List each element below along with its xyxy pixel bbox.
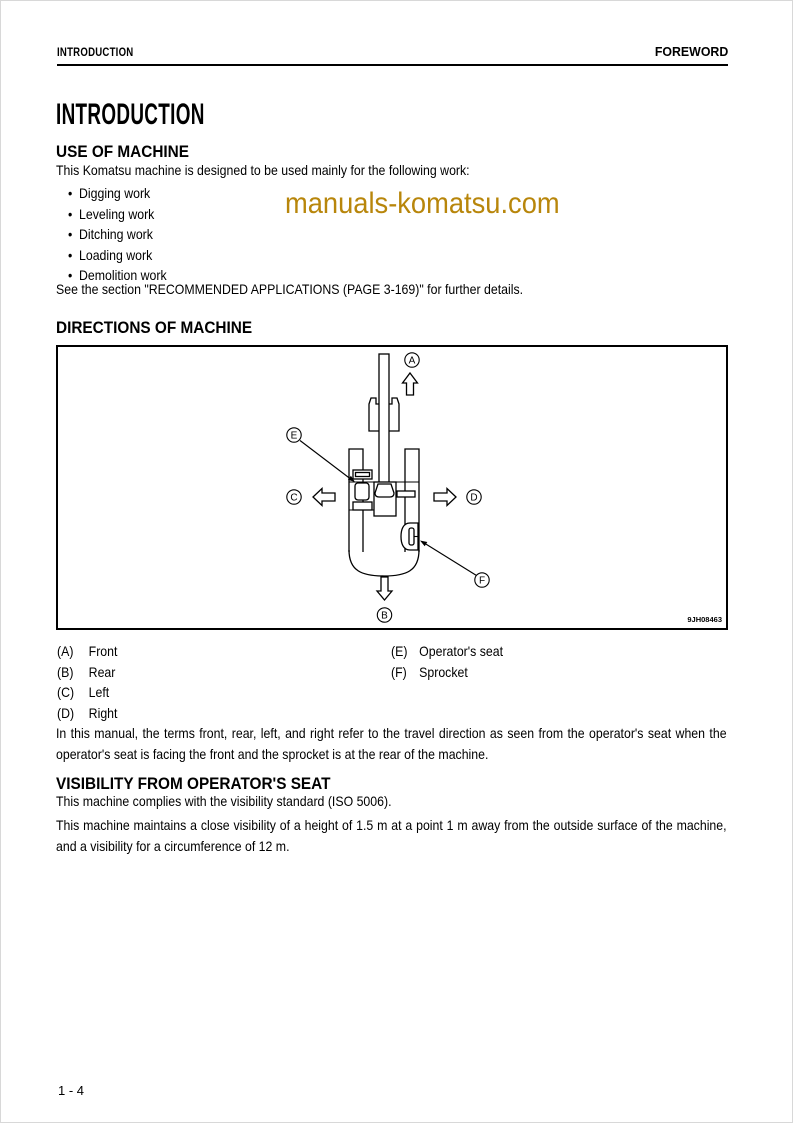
legend-key: (A): [57, 643, 74, 659]
directions-note-paragraph: In this manual, the terms front, rear, left, and right refer to the travel direction as seen from the operator's seat when the operator's seat is facing the front and the sprocket is at the rear of the machine.: [56, 725, 727, 762]
right-arrow-icon: [434, 489, 456, 506]
boom-shape: [379, 354, 389, 488]
marker-c-label: C: [290, 492, 298, 504]
legend-key: (E): [391, 643, 408, 659]
rear-arrow-icon: [377, 577, 392, 600]
bullet-item: • Demolition work: [68, 268, 167, 282]
legend-item: [391, 664, 468, 680]
page-title: INTRODUCTION: [56, 98, 205, 131]
figure-box: [56, 345, 728, 630]
operator-seat-leader-line: [300, 441, 355, 483]
legend-key: (B): [57, 663, 74, 680]
marker-d-label: D: [470, 492, 478, 504]
machine-diagram: [58, 347, 726, 628]
bullet-item: • Loading work: [68, 248, 152, 262]
legend-value: Sprocket: [419, 663, 468, 680]
legend-item: [391, 643, 503, 659]
section-heading-use-of-machine: USE OF MACHINE: [56, 143, 190, 161]
marker-a: [405, 353, 419, 367]
legend-value: Right: [88, 704, 118, 721]
legend-value: Front: [88, 643, 118, 659]
legend-value: Rear: [88, 663, 116, 680]
section-heading-visibility: VISIBILITY FROM OPERATOR'S SEAT: [56, 774, 331, 793]
visibility-line: This machine complies with the visibility standard (ISO 5006).: [56, 793, 392, 809]
marker-a-label: A: [408, 355, 416, 367]
legend-item: [57, 664, 115, 680]
legend-item: [57, 684, 109, 700]
boom-foot-shape: [374, 482, 396, 516]
header-divider: [57, 64, 728, 67]
section-heading-directions: DIRECTIONS OF MACHINE: [56, 318, 253, 337]
header-right-text: FOREWORD: [654, 44, 728, 59]
watermark-text: manuals-komatsu.com: [285, 187, 560, 220]
marker-d: [467, 490, 481, 504]
counterweight-arc: [349, 550, 419, 576]
operator-seat-shape: [353, 470, 372, 510]
legend-value: Operator's seat: [419, 643, 504, 659]
marker-c: [287, 490, 301, 504]
front-arrow-icon: [403, 373, 418, 395]
visibility-paragraph: This machine maintains a close visibility of a height of 1.5 m at a point 1 m away from the outside surface of the machine, and a visibility for a circumference of 12 m.: [56, 817, 727, 854]
marker-b: [377, 608, 391, 622]
sprocket-leader-line: [420, 541, 477, 576]
marker-f-label: F: [478, 575, 486, 587]
marker-b-label: B: [381, 610, 388, 622]
left-arrow-icon: [313, 489, 335, 506]
use-of-machine-lead: This Komatsu machine is designed to be used mainly for the following work:: [56, 162, 470, 178]
bullet-item: • Ditching work: [68, 227, 153, 241]
legend-key: (D): [57, 704, 75, 721]
right-platform-shape: [397, 491, 415, 497]
legend-value: Left: [88, 684, 110, 700]
page-number: 1 - 4: [58, 1083, 85, 1098]
header-left-text: INTRODUCTION: [57, 45, 134, 59]
legend-key: (F): [391, 663, 407, 680]
legend-item: [57, 643, 117, 659]
sprocket-shape: [401, 523, 419, 550]
see-also-text: See the section "RECOMMENDED APPLICATIONS (PAGE 3-169)" for further details.: [56, 281, 524, 297]
marker-f: [475, 573, 489, 587]
bullet-item: • Digging work: [68, 186, 150, 200]
marker-e-label: E: [290, 430, 298, 442]
legend-key: (C): [57, 684, 75, 700]
legend-item: [57, 705, 117, 721]
marker-e: [287, 428, 301, 442]
figure-code-text: 9JH08463: [687, 615, 722, 624]
bullet-item: • Leveling work: [68, 207, 154, 221]
